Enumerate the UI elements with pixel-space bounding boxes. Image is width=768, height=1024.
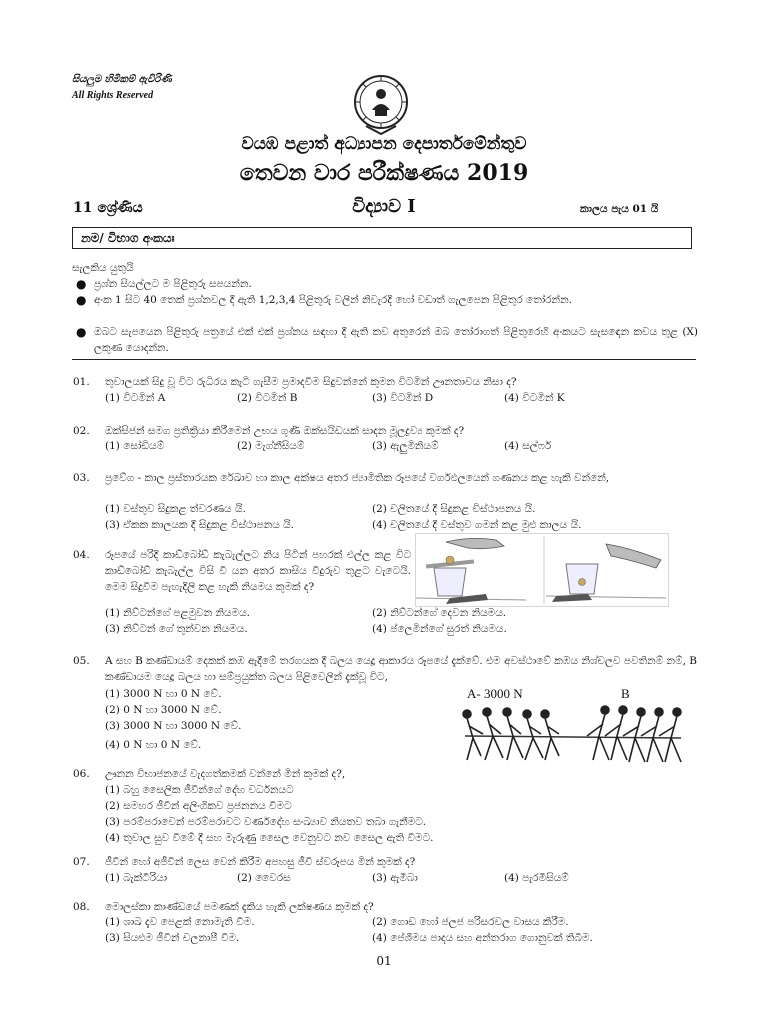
copyright-sinhala: සියලුම හිමිකම් ඇවිරිණි: [72, 74, 172, 85]
department-name: වයඹ පළාත් අධ්‍යාපන දෙපාර්තමේන්තුව: [241, 134, 527, 154]
option: (1) නිව්ටන්ගේ පළමුවන නියමය.: [105, 607, 250, 619]
question-number: 06.: [73, 768, 90, 780]
option: (2) විටමින් B: [237, 392, 298, 404]
team-a-force-label: A- 3000 N: [467, 686, 523, 701]
question-number: 04.: [73, 549, 90, 561]
government-crest-icon: [352, 74, 410, 136]
option: (3) ඇමීබා: [372, 872, 418, 884]
question-text: ප්‍රවේග - කාල ප්‍රස්තාරයක රේඛාව හා කාල අක්ෂය අතර ජ්‍යාමිතික රූපයේ වර්ගඵලයෙන් ගණනය කළ හැකි වන්නේ,: [105, 472, 610, 484]
option: (4) තුවාල සුව වීමේ දී සහ මැරුණු සෛල වෙනුවට නව සෛල ඇති වීමට.: [105, 832, 434, 844]
option: (3) විටමින් D: [372, 392, 434, 404]
question-text: මොලස්කා කාණ්ඩයේ පමණක් දැකිය හැකි ලක්ෂණය කුමක් ද?: [105, 901, 374, 913]
time-allowed: කාලය පැය 01 යි: [580, 203, 659, 215]
option: (3) 3000 N හා 3000 N වේ.: [105, 720, 242, 732]
option: (4) සල්ෆර්: [504, 440, 552, 452]
question-number: 02.: [73, 425, 90, 437]
question-number: 05.: [73, 655, 90, 667]
option: (1) සෝඩියම්: [105, 440, 165, 452]
option: (3) ඇලුමිනියම්: [372, 440, 439, 452]
option: (1) 3000 N හා 0 N වේ.: [105, 688, 222, 700]
option: (4) විටමින් K: [504, 392, 565, 404]
option: (1) බැක්ටීරියා: [105, 872, 168, 884]
option: (3) සියළුම ජීවීන් චලනාපී වීම.: [105, 932, 240, 944]
option: (2) ගොඩ හෝ ජලජ පරිසරවල වාසය කිරීම.: [372, 916, 569, 928]
question-text: ඌනන විභාජනයේ වැදගත්කමක් වන්නේ මින් කුමක් ද?,: [105, 768, 346, 780]
option: (1) වස්තුව සිදුකළ ත්වරණය යි.: [105, 503, 246, 515]
team-b-label: B: [621, 686, 630, 701]
option: (2) වෛරස: [237, 872, 291, 884]
option: (3) ඒකක කාලයක දී සිදුකළ විස්ථාපනය යි.: [105, 519, 294, 531]
instructions-heading: සැලකිය යුතුයි: [72, 262, 134, 274]
option: (4) ප්ලෙමින්ගේ සුරත් නියමය.: [372, 623, 507, 635]
page-number: 01: [376, 954, 392, 968]
option: (3) නිව්ටන් ගේ තුන්වන නියමය.: [105, 623, 248, 635]
option: (4) 0 N හා 0 N වේ.: [105, 739, 202, 751]
option: (2) චලිතයේ දී සිදුකළ විස්ථාපනය යි.: [372, 503, 536, 515]
option: (2) නිව්ටන්ගේ දෙවන නියමය.: [372, 607, 507, 619]
exam-title: තෙවන වාර පරීක්ෂණය 2019: [239, 160, 529, 186]
coin-inertia-figure: [415, 533, 669, 607]
option: (1) විටමින් A: [105, 392, 166, 404]
question-text: රූපයේ පරිදි කාඩ්බෝඩ් කැබැල්ලට නිය පිටින් පහරක් එල්ල කළ විට කාඩ්බෝඩ් කැබැල්ල විසි වී යන අතර කාසිය වීදුරුව තුළට වැටෙයි. මෙම සිදුවීම පැහැදිලි කළ හැකි නියමය කුමක් ද?: [105, 549, 411, 593]
question-number: 01.: [73, 376, 90, 388]
copyright-english: All Rights Reserved: [72, 90, 154, 101]
question-text: ඔක්සිජන් සමග ප්‍රතික්‍රියා කිරීමෙන් උභය ගුණී ඔක්සයිඩයක් සාදන මූලද්‍රව්‍ය කුමක් ද?: [105, 425, 465, 437]
grade-label: 11 ශ්‍රේණිය: [73, 200, 143, 216]
question-number: 03.: [73, 472, 90, 484]
instruction-item: ● අංක 1 සිට 40 තෙක් ප්‍රශ්නවල දී ඇති 1,2,3,4 පිළිතුරු වලින් නිවැරදි හෝ වඩාත් ගැලපෙන පිළිතුර තෝරන්න.: [76, 293, 572, 307]
option: (2) මැග්නීසියම්: [237, 440, 305, 452]
divider: [72, 359, 696, 360]
name-index-field[interactable]: [72, 227, 692, 249]
option: (1) බහු සෛලික ජීවීන්ගේ දේහ වර්ධනයට: [105, 784, 294, 796]
bullet-icon: ●: [76, 293, 87, 307]
option: (4) පැරමීසියම්: [504, 872, 569, 884]
question-number: 08.: [73, 901, 90, 913]
question-text: ජීවීන් හෝ අජීවීන් ලෙස වෙන් කිරීම අපහසු ජීවී ස්වරූපය මින් කුමක් ද?: [105, 856, 416, 868]
option: (3) පරම්පරාවෙන් පරම්පරාවට වර්ණදේහ සංඛ්‍යාව නියතව තබා ගැනීමට.: [105, 816, 427, 828]
option: (4) පේශීමය පාදය සහ අන්තරාග ගොනුවක් තිබීම.: [372, 932, 593, 944]
tug-of-war-figure: [455, 684, 691, 776]
bullet-icon: ●: [76, 277, 87, 291]
option: (2) 0 N හා 3000 N වේ.: [105, 704, 222, 716]
bullet-icon: ●: [76, 325, 87, 339]
question-text: තුවාලයක් සිදු වූ විට රුධිරය කැටි ගැසීම ප්‍රමාදවීම සිදුවන්නේ කුමන විටමින් ඌනතාවය නිසා ද?: [105, 376, 517, 388]
option: (4) චලිතයේ දී වස්තුව ගමන් කළ මුළු කාලය යි.: [372, 519, 582, 531]
name-index-label: නම/ විභාග අංකයඃ: [81, 231, 175, 245]
subject-title: විද්‍යාව I: [352, 196, 416, 217]
option: (1) ශාඛ දැව පෙළක් නොමැති වීම.: [105, 916, 255, 928]
question-number: 07.: [73, 856, 90, 868]
instruction-item: ● ප්‍රශ්න සියල්ලට ම පිළිතුරු සපයන්න.: [76, 277, 252, 291]
option: (2) සමහර ජීවීන් අලිංගිකව ප්‍රජනනය වීමට: [105, 800, 292, 812]
question-text: A සහ B කණ්ඩායම් දෙකක් කඹ ඇදීමේ තරගයක දී බලය යෙදූ ආකාරය රූපයේ දැක්වේ. එම අවස්ථාවේ කඹය නිශ්චලව පවතිනම් නම්, B කණ්ඩායම යෙදූ බලය හා සම්ප්‍රයුක්ත බලය පිළිවෙලින් දැක්වූ විට,: [105, 655, 697, 683]
instruction-item: ● ඔබට සැපයෙන පිළිතුරු පත්‍රයේ එක් එක් ප්‍රශ්නය සඳහා දී ඇති කව අතුරෙන් ඔබ තෝරාගත් පිළිතුරෙහි අංකයට සැසඳෙන කවය තුළ (X) ලකුණ යොදන්න.: [76, 325, 698, 354]
